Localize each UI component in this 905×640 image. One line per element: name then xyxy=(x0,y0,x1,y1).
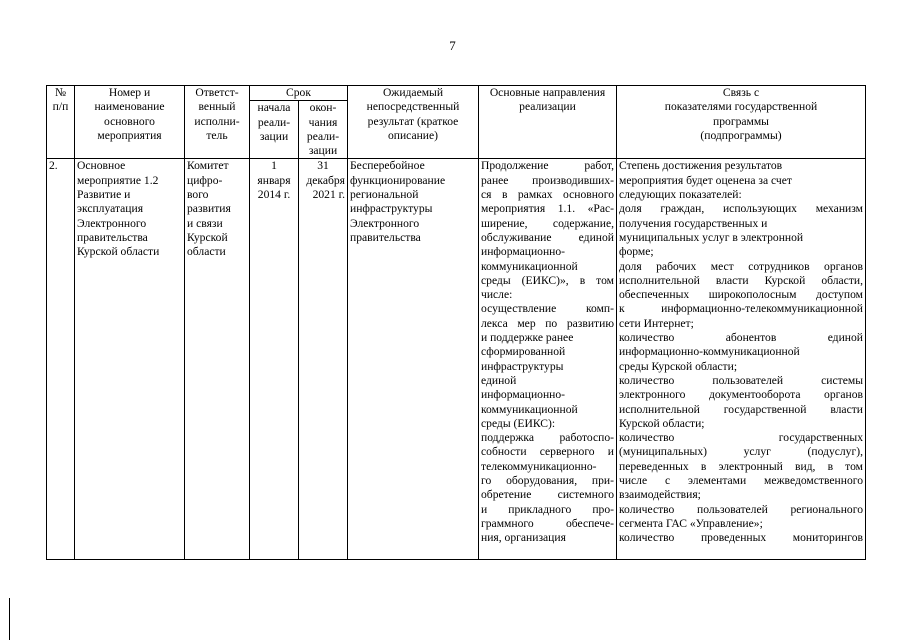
row-directions: Продолжение работ, ранее производивших- ся в рамках основного мероприятия 1.1. «Рас- ширение, содержание, обслуживание единой информационно- коммуникационной среды (ЕИКС)», в том числе: осуществление комп- лекса мер по развитию и поддержке ранее сформированной инфраструктуры единой информационно- коммуникационной среды (ЕИКС): поддержка работоспо- собности серверного и телекоммуникационно- го оборудования, при- обретение системного и прикладного про- граммного обеспече- ния, организация xyxy=(479,159,617,560)
header-result: Ожидаемый непосредственный результат (краткое описание) xyxy=(348,86,479,159)
header-row-1 xyxy=(47,86,866,101)
scan-edge-mark xyxy=(9,598,10,640)
row-name: Основное мероприятие 1.2 Развитие и эксплуатация Электронного правительства Курской области xyxy=(75,159,185,560)
row-end-date: 31 декабря 2021 г. xyxy=(299,159,348,560)
row-indicators-link: Степень достижения результатов мероприятия будет оценена за счет следующих показателей: доля граждан, использующих механизм получения государственных и муниципальных услуг в электронной форме; доля рабочих мест сотрудников органов исполнительной власти Курской области, обеспеченных широкополосным доступом к информационно-телекоммуникационной сети Интернет; количество абонентов единой информационно-коммуникационной среды Курской области; количество пользователей системы электронного документооборота органов исполнительной государственной власти Курской области; количество государственных (муниципальных) услуг (подуслуг), переведенных в электронный вид, в том числе с элементами межведомственного взаимодействия; количество пользователей регионального сегмента ГАС «Управление»; количество проведенных мониторингов xyxy=(617,159,866,560)
measures-table xyxy=(46,85,866,560)
row-num: 2. xyxy=(47,159,75,560)
header-executor: Ответст- венный исполни- тель xyxy=(185,86,250,159)
page-number: 7 xyxy=(449,38,456,53)
header-num: № п/п xyxy=(47,86,75,159)
header-end: окон- чания реали- зации xyxy=(299,101,348,159)
header-start: начала реали- зации xyxy=(250,101,299,159)
header-name: Номер и наименование основного мероприятия xyxy=(75,86,185,159)
row-start-date: 1 января 2014 г. xyxy=(250,159,299,560)
row-result: Бесперебойное функционирование региональной инфраструктуры Электронного правительства xyxy=(348,159,479,560)
header-term: Срок xyxy=(250,86,348,101)
table-row xyxy=(47,159,866,560)
header-directions: Основные направления реализации xyxy=(479,86,617,159)
header-link: Связь с показателями государственной программы (подпрограммы) xyxy=(617,86,866,159)
row-executor: Комитет цифро- вого развития и связи Курской области xyxy=(185,159,250,560)
